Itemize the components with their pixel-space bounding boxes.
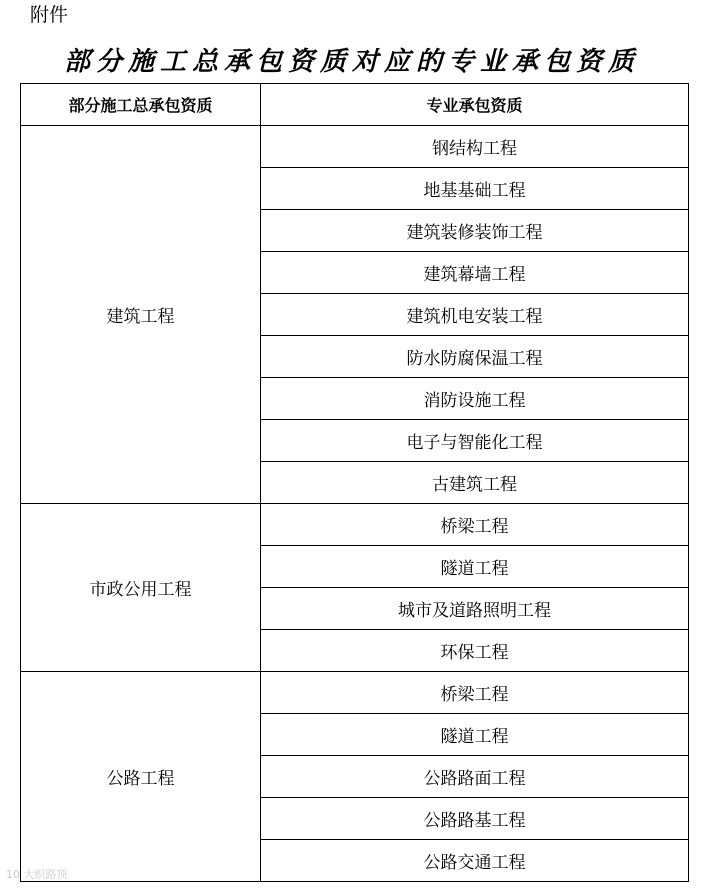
specialty-qualification-cell: 地基基础工程: [261, 168, 689, 210]
general-qualification-cell: 公路工程: [21, 672, 261, 882]
specialty-qualification-cell: 公路路基工程: [261, 798, 689, 840]
table-header-row: [21, 84, 689, 126]
qualification-table: [20, 83, 689, 882]
specialty-qualification-cell: 城市及道路照明工程: [261, 588, 689, 630]
specialty-qualification-cell: 钢结构工程: [261, 126, 689, 168]
specialty-qualification-cell: 公路路面工程: [261, 756, 689, 798]
specialty-qualification-cell: 消防设施工程: [261, 378, 689, 420]
specialty-qualification-cell: 建筑机电安装工程: [261, 294, 689, 336]
table-row: [21, 672, 689, 714]
specialty-qualification-cell: 桥梁工程: [261, 504, 689, 546]
specialty-qualification-cell: 隧道工程: [261, 546, 689, 588]
header-specialty-contracting: 专业承包资质: [261, 84, 689, 126]
specialty-qualification-cell: 建筑幕墙工程: [261, 252, 689, 294]
specialty-qualification-cell: 古建筑工程: [261, 462, 689, 504]
specialty-qualification-cell: 隧道工程: [261, 714, 689, 756]
specialty-qualification-cell: 环保工程: [261, 630, 689, 672]
watermark: 10 大织路顶: [6, 868, 68, 881]
specialty-qualification-cell: 防水防腐保温工程: [261, 336, 689, 378]
specialty-qualification-cell: 公路交通工程: [261, 840, 689, 882]
general-qualification-cell: 建筑工程: [21, 126, 261, 504]
table-row: [21, 504, 689, 546]
specialty-qualification-cell: 电子与智能化工程: [261, 420, 689, 462]
specialty-qualification-cell: 桥梁工程: [261, 672, 689, 714]
header-general-contracting: 部分施工总承包资质: [21, 84, 261, 126]
table-row: [21, 126, 689, 168]
specialty-qualification-cell: 建筑装修装饰工程: [261, 210, 689, 252]
table-body: [21, 126, 689, 882]
document-title: 部分施工总承包资质对应的专业承包资质: [63, 47, 640, 77]
annex-label: 附件: [30, 4, 69, 26]
general-qualification-cell: 市政公用工程: [21, 504, 261, 672]
